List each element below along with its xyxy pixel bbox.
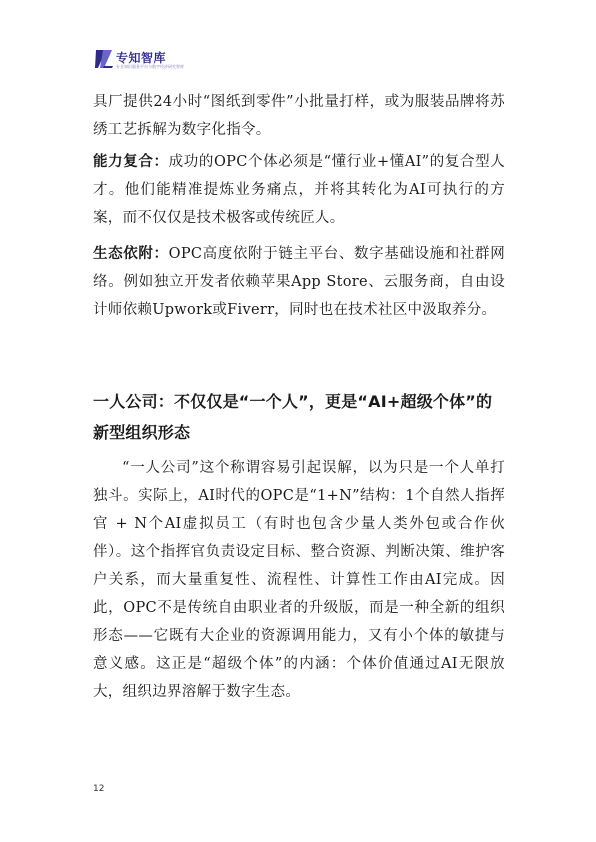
capability-text: 成功的OPC个体必须是“懂行业+懂AI”的复合型人才。他们能精准提炼业务痛点，并将其转化为AI可执行的方案，而不仅仅是技术极客或传统匠人。 (93, 154, 505, 226)
capability-label: 能力复合： (93, 154, 169, 170)
ecosystem-label: 生态依附： (93, 246, 169, 262)
section-heading: 一人公司：不仅仅是“一个人”，更是“AI+超级个体”的新型组织形态 (93, 392, 493, 442)
section-paragraph: “一人公司”这个称谓容易引起误解，以为只是一个人单打独斗。实际上，AI时代的OPC是“1+N”结构：1个自然人指挥官 + N个AI虚拟员工（有时也包含少量人类外包或合作伙伴）。这个指挥官负责设定目标、整合资源、判断决策、维护客户关系，而大量重复性、流程性、计算性工作由AI完成。因此，OPC不是传统自由职业者的升级版，而是一种全新的组织形态——它既有大企业的资源调用能力，又有小个体的敏捷与意义感。这正是“超级个体”的内涵：个体价值通过AI无限放大，组织边界溶解于数字生态。 (93, 460, 505, 700)
paragraph-ecosystem (93, 240, 505, 324)
paragraph-capability (93, 148, 505, 232)
logo-subtitle: 专业知识服务平台与数字经济研究智库 (116, 64, 184, 69)
paragraph-intro: 具厂提供24小时“图纸到零件”小批量打样，或为服装品牌将苏绣工艺拆解为数字化指令。 (93, 94, 505, 138)
brand-logo (94, 48, 254, 72)
ecosystem-text: OPC高度依附于链主平台、数字基础设施和社群网络。例如独立开发者依赖苹果App Store、云服务商，自由设计师依赖Upwork或Fiverr，同时也在技术社区中汲取养分。 (93, 246, 505, 318)
page-number: 12 (93, 784, 105, 794)
logo-text: 专知智库 (116, 51, 167, 65)
logo-mark-icon (94, 48, 114, 70)
